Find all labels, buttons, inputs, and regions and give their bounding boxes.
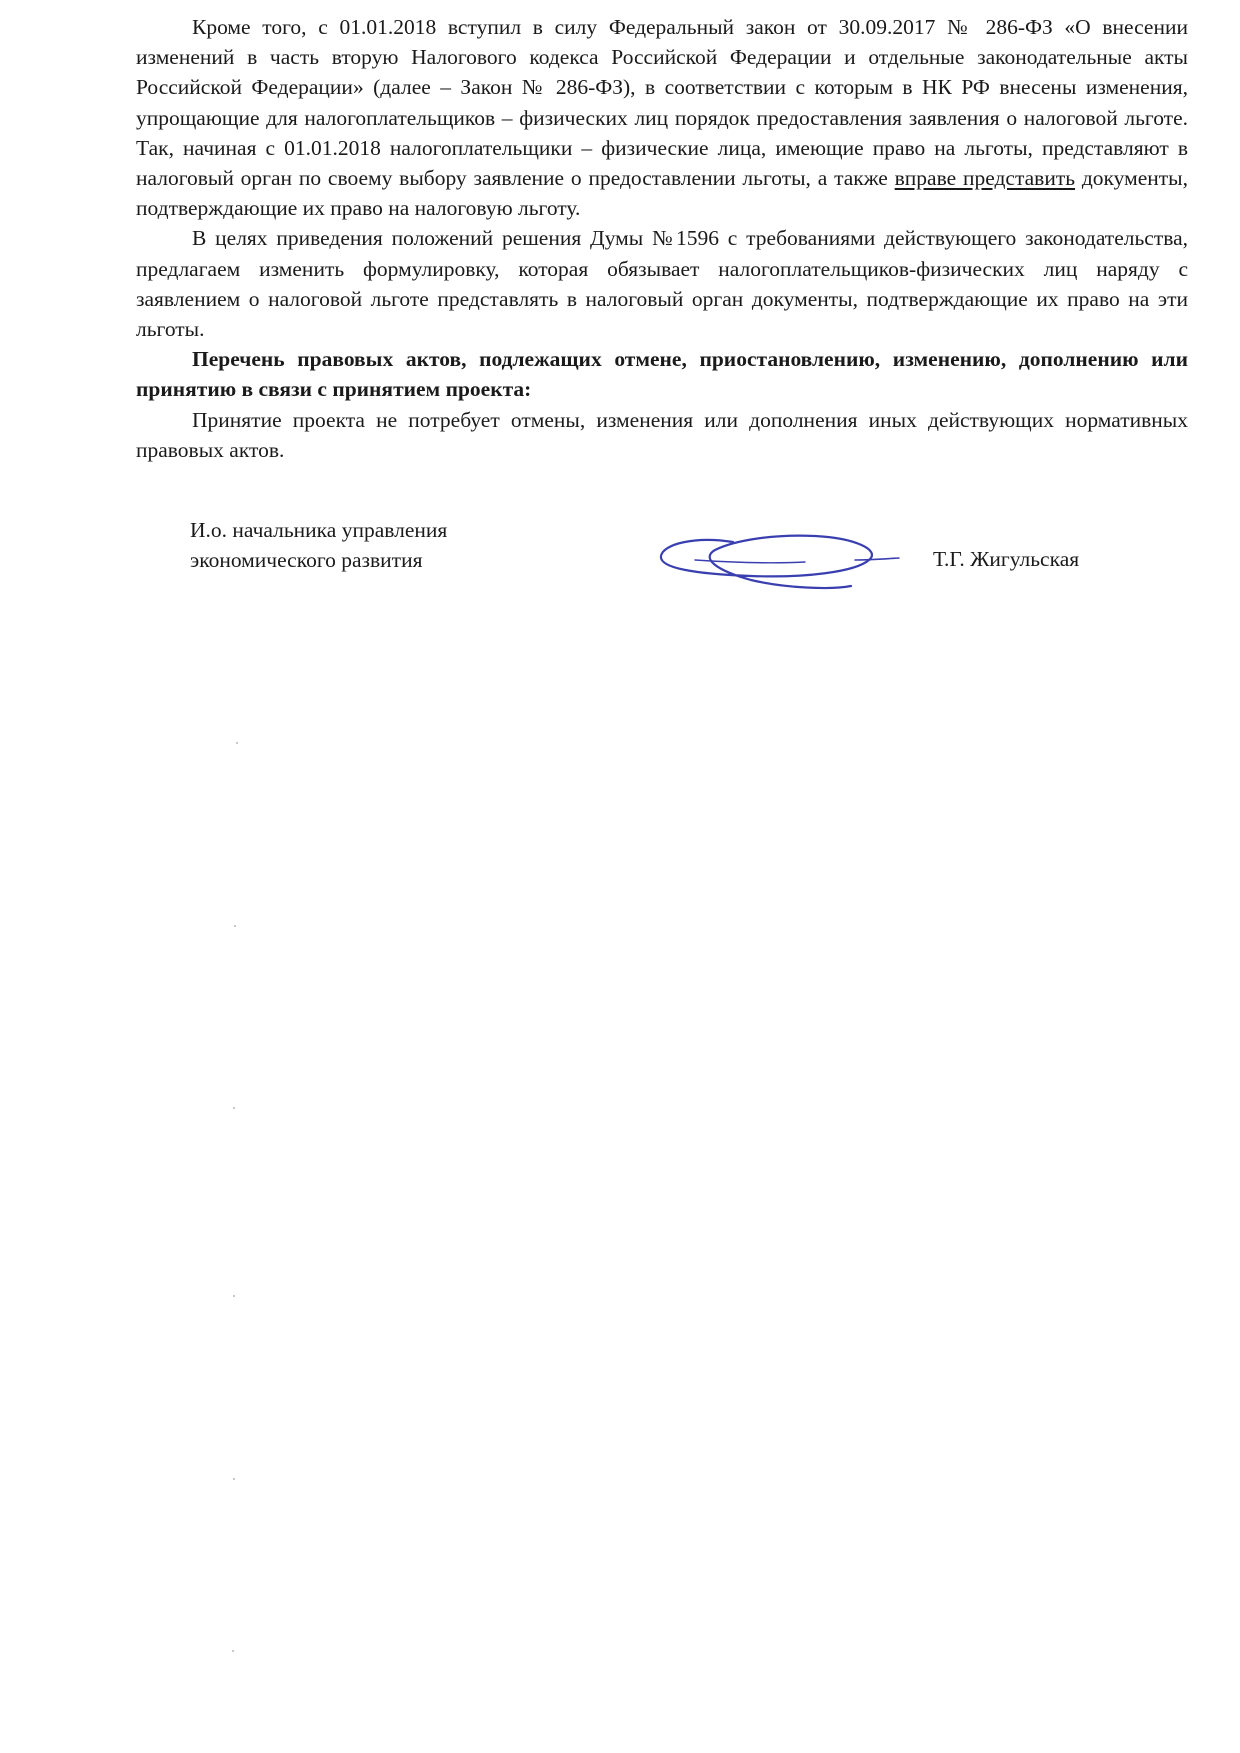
paragraph-no-changes-required: Принятие проекта не потребует отмены, изменения или дополнения иных действующих нормативных правовых актов. (136, 407, 1188, 462)
document-body (136, 12, 1188, 465)
signatory-position (190, 515, 447, 575)
underlined-phrase: вправе представить (894, 166, 1076, 191)
paragraph-proposal: В целях приведения положений решения Думы №1596 с требованиями действующего законодательства, предлагаем изменить формулировку, которая обязывает налогоплательщиков-физических лиц наряду с заявлением о налоговой льготе представлять в налоговый орган документы, подтверждающие их право на эти льготы. (136, 226, 1188, 342)
signatory-name: Т.Г. Жигульская (933, 547, 1080, 571)
paragraph-1-text-b: документы, подтверждающие их право на налоговую льготу. (136, 166, 1189, 221)
scan-artifact (233, 1295, 235, 1297)
paragraph-tax-law-changes (136, 12, 1188, 223)
section-heading-legal-acts: Перечень правовых актов, подлежащих отмене, приостановлению, изменению, дополнению или принятию в связи с принятием проекта: (136, 347, 1188, 402)
scan-artifact (232, 1650, 234, 1652)
paragraph-1-text-a: Кроме того, с 01.01.2018 вступил в силу Федеральный закон от 30.09.2017 № 286-ФЗ «О внесении изменений в часть вторую Налогового кодекса Российской Федерации и отдельные законодательные акты Российской Федерации» (далее – Закон № 286-ФЗ), в соответствии с которым в НК РФ внесены изменения, упрощающие для налогоплательщиков – физических лиц порядок предоставления заявления о налоговой льготе. Так, начиная с 01.01.2018 налогоплательщики – физические лица, имеющие право на льготы, представляют в налоговый орган по своему выбору заявление о предоставлении льготы, а также (136, 15, 1188, 191)
position-line-2: экономического развития (190, 548, 423, 572)
handwritten-signature (655, 530, 905, 600)
scan-artifact (234, 925, 236, 927)
scan-artifact (233, 1478, 235, 1480)
position-line-1: И.о. начальника управления (190, 518, 448, 542)
scan-artifact (236, 742, 238, 744)
scan-artifact (233, 1107, 235, 1109)
